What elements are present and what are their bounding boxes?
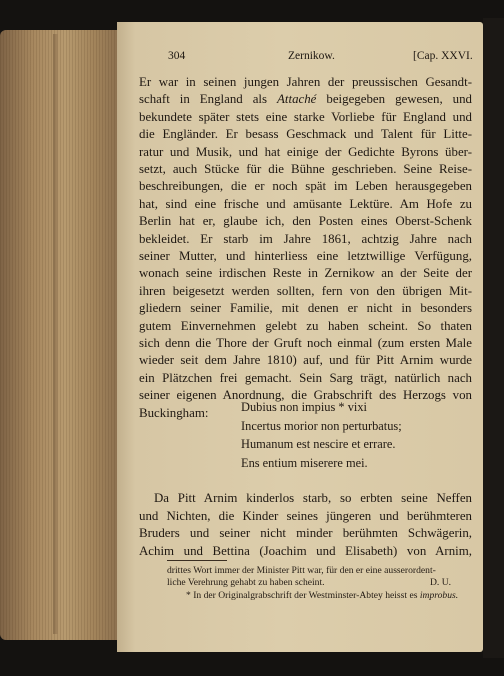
text-line: ein Plätzchen frei gemacht. Sein Sarg trägt, natürlich nach <box>139 370 472 385</box>
text-line: Er war in seinen jungen Jahren der preussischen Gesandt- <box>139 75 472 89</box>
text-line: Achim und Bettina (Joachim und Elisabeth) von Arnim, <box>139 543 472 558</box>
text-line: Incertus morior non perturbatus; <box>241 418 402 433</box>
text-line: gutem Einvernehmen gelebt zu haben scheint. So thaten <box>139 318 472 333</box>
page-number: 304 <box>168 50 186 62</box>
text-line: seiner Mutter, und hinterliess eine letztwillige Verfügung, <box>139 249 472 263</box>
footnote-line: liche Verehrung gehabt zu haben scheint. <box>167 577 325 588</box>
running-title: Zernikow. <box>288 50 335 62</box>
footnote-signature: D. U. <box>430 577 452 588</box>
text-line: Da Pitt Arnim kinderlos starb, so erbten seine Neffen <box>154 491 472 505</box>
text-line: hat, sind eine frische und amüsante Lektüre. Am Hofe zu <box>139 196 472 211</box>
text-line: Buckingham: <box>139 405 209 420</box>
text-line: Humanum est nescire et errare. <box>241 437 396 451</box>
text-line: Berlin hat er, glaube ich, den Posten eines Oberst-Schenk <box>139 214 472 229</box>
text-line: schaft in England als Attaché beigegeben gewesen, und <box>139 92 472 107</box>
text-line: ihren beigesetzt werden sollten, fern von den übrigen Mit- <box>139 283 472 298</box>
text-line: seiner eigenen Anordnung, die Grabschrift des Herzogs von <box>139 388 472 403</box>
text-line: die Engländer. Er besass Geschmack und Talent für Litte- <box>139 127 472 142</box>
text-line: ratur und Musik, und hat einige der Gedichte Byrons über- <box>139 144 472 159</box>
footnote-rule <box>167 560 227 561</box>
binding-shadow <box>483 18 504 658</box>
text-line: Bruders und seiner nicht minder berühmten Schwägerin, <box>139 526 472 541</box>
chapter-label: [Cap. XXVI. <box>413 50 473 62</box>
text-line: beschreibungen, die er noch spät im Leben herausgegeben <box>139 179 472 194</box>
text-line: und Nichten, die Kinder seines jüngeren und berühmteren <box>139 508 472 523</box>
text-line: Dubius non impius * vixi <box>241 400 367 414</box>
text-line: wieder seit dem Jahre 1810) auf, und für Pitt Arnim wurde <box>139 353 472 368</box>
text-line: wonach seine irdischen Reste in Zernikow an der Seite der <box>139 266 472 281</box>
text-line: bekundete später stets eine starke Vorliebe für England und <box>139 109 472 124</box>
text-line: gliedern seiner Familie, mit denen er nicht in besonders <box>139 301 472 316</box>
text-line: Ens entium miserere mei. <box>241 455 368 470</box>
page-block-edge <box>0 30 118 640</box>
footnote-asterisk: * In der Originalgrabschrift der Westminster-Abtey heisst es improbus. <box>186 590 459 601</box>
page-block-stripe <box>53 34 58 634</box>
text-line: setzt, auch Stücke für die Bühne geschrieben. Seine Reise- <box>139 162 472 176</box>
footnote-line: drittes Wort immer der Minister Pitt war, für den er eine ausserordent- <box>167 565 436 576</box>
text-line: sich denn die Thore der Gruft noch einmal (zum ersten Male <box>139 336 472 350</box>
text-line: bekleidet. Er starb im Jahre 1861, achtzig Jahre nach <box>139 231 472 246</box>
